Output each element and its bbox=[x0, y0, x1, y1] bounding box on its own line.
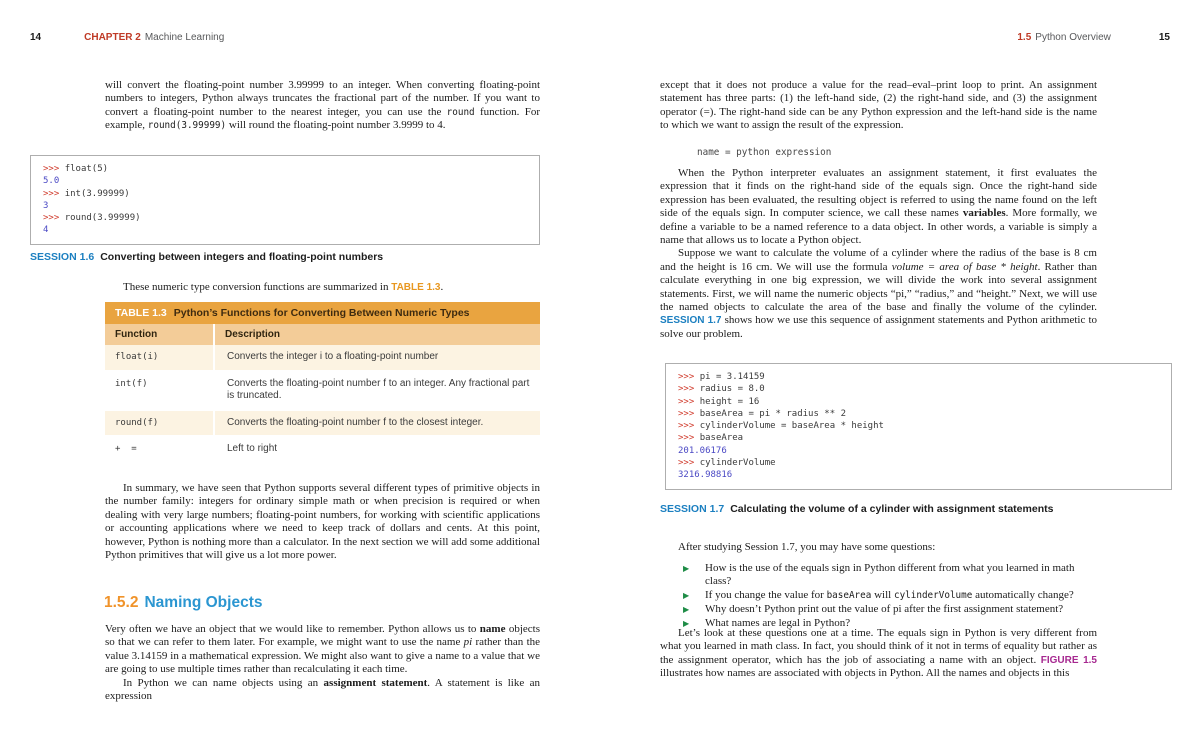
code-output: 4 bbox=[43, 225, 49, 236]
cell-function: int(f) bbox=[105, 371, 214, 410]
text-segment: rather than the value 3.14159 in a mathematical expression. We might also want to give a name to a value that we are going to use multiple times rather than recalculating it each time. bbox=[105, 636, 541, 676]
text-segment-bold: variables bbox=[962, 207, 1006, 220]
code-line bbox=[678, 445, 1161, 457]
questions-list bbox=[683, 562, 1097, 631]
code-input: baseArea bbox=[699, 433, 744, 444]
text-segment: shows how we use this sequence of assignment statements and Python arithmetic to solve our problem. bbox=[660, 314, 1098, 340]
code-input: height = 16 bbox=[699, 396, 760, 407]
text-segment: function. For example, bbox=[105, 105, 540, 132]
code-line bbox=[43, 163, 529, 175]
table-row bbox=[105, 371, 540, 410]
text-segment: If you change the value for bbox=[705, 589, 827, 602]
code-line bbox=[43, 175, 529, 187]
repl-prompt: >>> bbox=[678, 384, 700, 395]
table-row bbox=[105, 436, 540, 463]
code-line bbox=[678, 371, 1161, 383]
column-header-function: Function bbox=[105, 324, 214, 345]
section-number: 1.5.2 bbox=[104, 594, 139, 611]
python-session-1-6 bbox=[30, 155, 540, 245]
session-1-6-label: SESSION 1.6 bbox=[30, 251, 95, 263]
repl-prompt: >>> bbox=[43, 164, 65, 174]
text-segment: Suppose we want to calculate the volume of a cylinder where the radius of the base is 8 cm and the height is 16 cm. We will use the formula bbox=[660, 247, 1097, 273]
naming-paragraph-1 bbox=[105, 623, 540, 677]
cell-description: Left to right bbox=[214, 436, 540, 463]
text-segment: will round the floating-point number 3.9999 to 4. bbox=[226, 119, 446, 132]
text-segment: . A statement is like an expression bbox=[105, 676, 540, 703]
table-1-3-title-text: Python’s Functions for Converting Between Numeric Types bbox=[173, 307, 470, 319]
text-segment-link-magenta: FIGURE 1.5 bbox=[1040, 654, 1097, 666]
text-segment: After studying Session 1.7, you may have some questions: bbox=[678, 541, 936, 553]
cylinder-paragraph bbox=[660, 247, 1097, 341]
python-session-1-7 bbox=[665, 363, 1172, 490]
table-row bbox=[105, 410, 540, 437]
text-segment-bold: name bbox=[479, 623, 506, 635]
intro-paragraph bbox=[105, 79, 540, 133]
left-page-number: 14 bbox=[30, 32, 42, 43]
bullet-arrow-icon: ▶ bbox=[683, 619, 690, 629]
code-line bbox=[678, 408, 1161, 420]
repl-prompt: >>> bbox=[43, 213, 65, 224]
right-running-head bbox=[660, 32, 1170, 43]
code-line bbox=[43, 212, 529, 224]
code-line bbox=[678, 396, 1161, 408]
code-input: cylinderVolume bbox=[699, 458, 776, 469]
cell-description: Converts the floating-point number f to the closest integer. bbox=[214, 410, 540, 437]
text-segment: automatically change? bbox=[972, 589, 1074, 602]
text-segment: These numeric type conversion functions are summarized in bbox=[123, 281, 392, 293]
table-1-3-title-bar bbox=[105, 302, 540, 324]
text-segment: . More formally, we define a variable to be a named reference to a data object. In other words, a variable is simply a name that allows us to locate a Python object. bbox=[660, 207, 1097, 247]
text-segment-code: round(3.99999) bbox=[147, 120, 227, 132]
table-header-row bbox=[105, 324, 540, 345]
text-segment-code: cylinderVolume bbox=[893, 590, 973, 602]
code-input: int(3.99999) bbox=[64, 188, 130, 199]
cell-function: + = bbox=[105, 436, 214, 463]
repl-prompt: >>> bbox=[678, 372, 700, 382]
code-line bbox=[678, 469, 1161, 481]
text-segment: will bbox=[871, 589, 894, 602]
question-text bbox=[705, 603, 1063, 616]
code-output: 201.06176 bbox=[678, 445, 727, 456]
cell-function: float(i) bbox=[105, 345, 214, 371]
text-segment: In Python we can name objects using an bbox=[123, 676, 324, 689]
interpreter-paragraph bbox=[660, 167, 1097, 247]
assignment-paragraph bbox=[660, 79, 1097, 133]
cell-description: Converts the integer i to a floating-point number bbox=[214, 345, 540, 371]
code-output: 3216.98816 bbox=[678, 470, 733, 481]
text-segment: Why doesn’t Python print out the value of pi after the first assignment statement? bbox=[705, 603, 1064, 616]
code-input: radius = 8.0 bbox=[699, 384, 765, 395]
text-segment-italic: volume = area of base * height bbox=[891, 260, 1038, 273]
repl-prompt: >>> bbox=[678, 458, 700, 469]
text-segment: What names are legal in Python? bbox=[705, 617, 851, 630]
text-segment: illustrates how names are associated with objects in Python. All the names and objects in this bbox=[660, 667, 1070, 680]
text-segment-code: baseArea bbox=[826, 590, 872, 602]
repl-prompt: >>> bbox=[678, 408, 700, 419]
bullet-arrow-icon: ▶ bbox=[683, 591, 690, 601]
question-item bbox=[683, 562, 1097, 589]
session-1-7-caption-text: Calculating the volume of a cylinder with assignment statements bbox=[730, 503, 1054, 515]
table-row bbox=[105, 345, 540, 371]
cell-description: Converts the floating-point number f to an integer. Any fractional part is truncated. bbox=[214, 371, 540, 410]
code-input: pi = 3.14159 bbox=[699, 372, 765, 382]
text-segment: . bbox=[440, 281, 444, 293]
table-intro-paragraph bbox=[105, 281, 540, 294]
summary-paragraph bbox=[105, 482, 540, 562]
naming-paragraph-2 bbox=[105, 677, 540, 704]
page-right bbox=[600, 0, 1200, 743]
question-text bbox=[705, 589, 1074, 602]
code-input: baseArea = pi * radius ** 2 bbox=[699, 408, 846, 419]
section-heading-1-5-2 bbox=[104, 594, 262, 612]
text-segment-link-blue: SESSION 1.7 bbox=[660, 315, 722, 327]
code-line bbox=[43, 200, 529, 212]
naming-objects-text bbox=[105, 623, 540, 703]
text-segment-italic: pi bbox=[463, 636, 473, 649]
repl-prompt: >>> bbox=[43, 188, 65, 199]
right-page-number: 15 bbox=[1158, 32, 1170, 43]
repl-prompt: >>> bbox=[678, 421, 700, 432]
text-segment: . Rather than calculate everything in one big expression, we will divide the work into several assignment statements. First, we will name the numeric objects “pi,” “radius,” and “height.” Next, we will use the named objects to calculate the area of the base and finally the volume of the cylinder. bbox=[660, 260, 1098, 314]
text-segment-bold: assignment statement bbox=[323, 676, 428, 689]
assignment-form-code: name = python expression bbox=[697, 147, 832, 158]
question-item bbox=[683, 589, 1097, 602]
text-segment: will convert the floating-point number 3.99999 to an integer. When converting floating-point numbers to integers, Python always truncates the fractional part of the number. If you want to convert a floating-point number to the nearest integer, you can use the bbox=[105, 79, 540, 118]
code-line bbox=[678, 432, 1161, 444]
variables-text bbox=[660, 167, 1097, 341]
session-1-7-caption bbox=[660, 503, 1170, 515]
session-1-6-caption bbox=[30, 251, 540, 263]
code-output: 5.0 bbox=[43, 176, 60, 187]
session-1-7-label: SESSION 1.7 bbox=[660, 503, 725, 515]
question-item bbox=[683, 603, 1097, 616]
code-input: float(5) bbox=[64, 164, 109, 174]
code-line bbox=[678, 420, 1161, 432]
code-output: 3 bbox=[43, 200, 49, 211]
question-text bbox=[705, 562, 1097, 589]
text-segment: How is the use of the equals sign in Python different from what you learned in math class? bbox=[705, 562, 1075, 588]
code-line bbox=[678, 383, 1161, 395]
text-segment: except that it does not produce a value for the read–eval–print loop to print. An assignment statement has three parts: (1) the left-hand side, (2) the right-hand side, and (3) the assignment operator (=). The right-hand side can be any Python expression and the left-hand side is the name to which we want to assign the result of the expression. bbox=[660, 79, 1097, 132]
bullet-arrow-icon: ▶ bbox=[683, 605, 690, 615]
text-segment-code: round bbox=[446, 106, 475, 118]
chapter-title: Machine Learning bbox=[144, 32, 225, 43]
conversion-table bbox=[105, 324, 540, 464]
cell-function: round(f) bbox=[105, 410, 214, 437]
text-segment-link-orange: TABLE 1.3 bbox=[391, 282, 441, 293]
text-segment: objects so that we can refer to them later. For example, we might want to use the name bbox=[105, 623, 540, 649]
code-input: round(3.99999) bbox=[64, 213, 141, 224]
text-segment: Let’s look at these questions one at a time. The equals sign in Python is very different from what you learned in math class. In fact, you should think of it not in terms of equality but rather as the assignment operator, which has the job of associating a name with an object. bbox=[660, 627, 1097, 666]
running-section-title: Python Overview bbox=[1035, 32, 1111, 43]
bullet-arrow-icon: ▶ bbox=[683, 564, 690, 573]
code-input: cylinderVolume = baseArea * height bbox=[699, 421, 884, 432]
chapter-label: CHAPTER 2 bbox=[84, 32, 141, 43]
closing-paragraph bbox=[660, 627, 1097, 681]
session-1-6-caption-text: Converting between integers and floating-point numbers bbox=[100, 251, 384, 263]
table-1-3-label: TABLE 1.3 bbox=[115, 307, 167, 319]
running-section-number: 1.5 bbox=[1017, 32, 1032, 43]
column-header-description: Description bbox=[214, 324, 540, 345]
text-segment: In summary, we have seen that Python supports several different types of primitive objects in the number family: integers for ordinary simple math or when precision is required or when dealing with very large numbers; floating-point numbers, for working with scientific applications or accounting applications where we need to keep track of dollars and cents. At this point, however, Python is nothing more than a calculator. In the next section we will add some additional Python primitives that will give us a lot more power. bbox=[105, 482, 540, 562]
questions-intro bbox=[660, 541, 1097, 554]
code-line bbox=[43, 188, 529, 200]
repl-prompt: >>> bbox=[678, 433, 700, 444]
code-line bbox=[43, 224, 529, 236]
text-segment: Very often we have an object that we would like to remember. Python allows us to bbox=[105, 623, 480, 635]
text-segment: When the Python interpreter evaluates an assignment statement, it first evaluates the expression that it finds on the right-hand side of the equals sign. Once the right-hand side expression has been evaluated, the resulting object is referred to using the name found on the left side of the equals sign. In computer science, we call these names bbox=[660, 167, 1097, 220]
repl-prompt: >>> bbox=[678, 396, 700, 407]
left-running-head bbox=[30, 32, 540, 43]
code-line bbox=[678, 457, 1161, 469]
table-1-3 bbox=[105, 302, 540, 464]
section-title: Naming Objects bbox=[144, 594, 263, 611]
